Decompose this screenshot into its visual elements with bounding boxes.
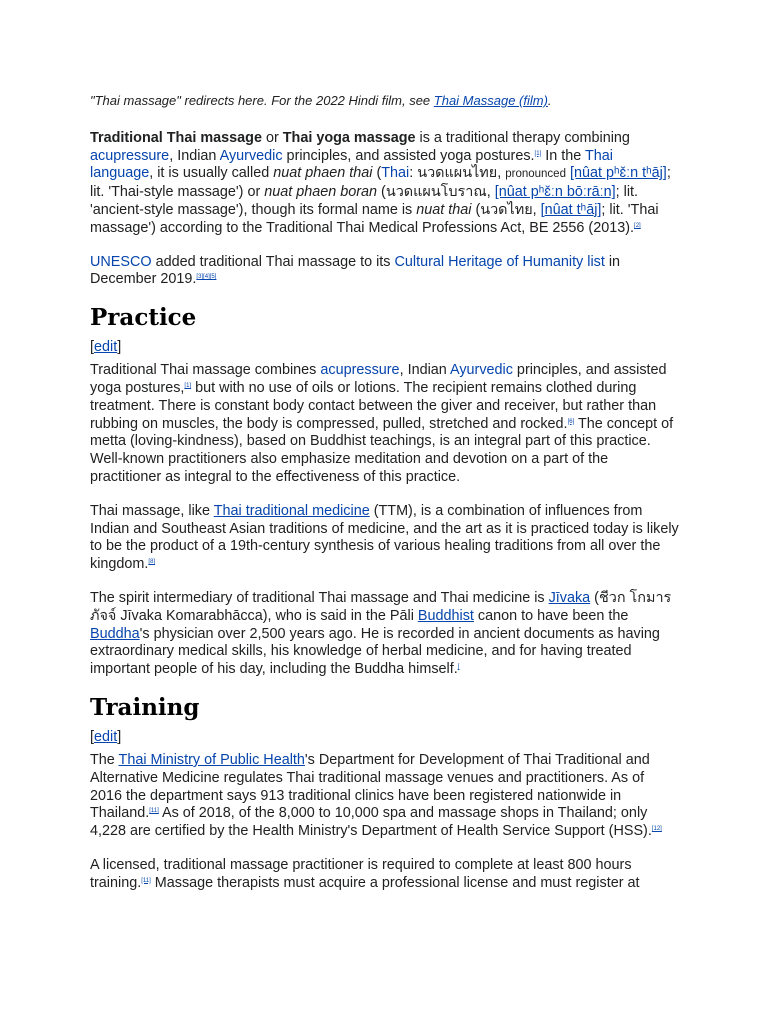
- practice-paragraph-1: [90, 362, 680, 487]
- link-thai[interactable]: Thai: [381, 165, 410, 182]
- intro-paragraph-2: [90, 254, 680, 290]
- reference-link[interactable]: [2]: [634, 222, 641, 229]
- edit-section-training: [90, 729, 680, 746]
- reference: [148, 559, 155, 565]
- link-thai-language[interactable]: Thai language: [90, 147, 613, 182]
- text: ,: [532, 201, 541, 218]
- text: 's physician over 2,500 years ago. He is recorded in ancient documents as having extraordinary medical skills, his knowledge of herbal medicine, and for having treated important people of his day, including the Buddha himself.: [90, 625, 660, 678]
- training-paragraph-2: [90, 857, 680, 893]
- reference-link[interactable]: [12]: [651, 826, 662, 833]
- bracket: [: [90, 728, 94, 745]
- edit-link[interactable]: edit: [94, 728, 118, 745]
- bracket: [: [90, 339, 94, 356]
- text: In the: [541, 147, 585, 164]
- ipa-link[interactable]: [nûat pʰɛ̌ːn bōːrāːn]: [494, 184, 616, 201]
- text: Traditional Thai massage combines: [90, 362, 321, 379]
- reference: [149, 808, 159, 814]
- thai-script: นวดไทย: [480, 201, 533, 218]
- ipa-link[interactable]: [nûat tʰāj]: [540, 201, 602, 218]
- text: (: [471, 201, 481, 218]
- intro-paragraph-1: [90, 130, 680, 238]
- text: (: [377, 184, 386, 201]
- reference: [458, 664, 460, 670]
- link-acupressure[interactable]: acupressure: [90, 147, 170, 164]
- text: principles, and assisted yoga postures,: [90, 362, 667, 396]
- link-unesco[interactable]: UNESCO: [90, 253, 152, 270]
- reference-link[interactable]: [8]: [148, 559, 156, 566]
- italic-term: nuat phaen boran: [264, 184, 378, 201]
- hatnote-text: "Thai massage" redirects here. For the 2022 Hindi film, see: [90, 93, 434, 108]
- text: , it is usually called: [149, 165, 274, 182]
- bold-term-2: Thai yoga massage: [282, 129, 416, 146]
- text: principles, and assisted yoga postures.: [282, 147, 535, 164]
- text: 's Department for Development of Thai Traditional and Alternative Medicine regulates Thai traditional massage venues and practitioners. As of 2016 the department says 913 traditional clinics have been registered nationwide in Thailand.: [90, 751, 650, 822]
- practice-paragraph-3: [90, 590, 680, 679]
- reference: [652, 826, 662, 832]
- text: (: [372, 165, 382, 182]
- link-jivaka[interactable]: Jīvaka: [548, 589, 591, 606]
- text: , Indian: [399, 362, 450, 379]
- text: Massage therapists must acquire a professional license and must register at: [150, 874, 640, 891]
- link-thai-ministry-of-public-health[interactable]: Thai Ministry of Public Health: [118, 751, 305, 768]
- pronounced-label: pronounced: [505, 168, 566, 181]
- text: ,: [486, 184, 495, 201]
- bracket: ]: [117, 339, 122, 356]
- article-body: [90, 92, 680, 909]
- reference-link[interactable]: [: [457, 664, 460, 671]
- reference-link[interactable]: [3][4][5]: [196, 274, 217, 281]
- link-ayurvedic[interactable]: Ayurvedic: [219, 147, 283, 164]
- bracket: ]: [117, 728, 122, 745]
- reference: [634, 223, 641, 229]
- link-ayurvedic[interactable]: Ayurvedic: [450, 362, 513, 379]
- reference-link[interactable]: [6]: [567, 418, 575, 425]
- edit-section-practice: [90, 339, 680, 356]
- text: A licensed, traditional massage practitioner is required to complete at least 800 hours training.: [90, 856, 632, 891]
- link-thai-traditional-medicine[interactable]: Thai traditional medicine: [213, 502, 370, 519]
- text: The spirit intermediary of traditional Thai massage and Thai medicine is: [90, 589, 549, 606]
- link-buddha[interactable]: Buddha: [90, 625, 140, 642]
- link-cultural-heritage-list[interactable]: Cultural Heritage of Humanity list: [394, 253, 605, 270]
- hatnote-link-thai-massage-film[interactable]: Thai Massage (film): [433, 93, 548, 108]
- text: canon to have been the: [473, 607, 629, 624]
- text: :: [409, 165, 418, 182]
- link-buddhist[interactable]: Buddhist: [417, 607, 474, 624]
- text: Jīvaka Komarabhācca), who is said in the Pāli: [116, 607, 418, 624]
- thai-script: นวดแผนโบราณ: [385, 184, 487, 201]
- text: The concept of metta (loving-kindness), based on Buddhist teachings, is an integral part of this practice. Well-known practitioners also emphasize meditation and devotion on a part of the practitioner as integral to the effectiveness of this practice.: [90, 415, 674, 485]
- section-heading-training: Training: [90, 693, 200, 721]
- edit-link[interactable]: edit: [94, 339, 118, 356]
- text: ; lit. 'Thai massage') according to the Traditional Thai Medical Professions Act, BE 2556 (2013).: [90, 201, 659, 236]
- hatnote-end: .: [547, 93, 552, 108]
- text: but with no use of oils or lotions. The recipient remains clothed during treatment. There is constant body contact between the giver and receiver, but rather than rubbing on muscles, the body is compressed, pulled, stretched and rocked.: [90, 379, 657, 432]
- text: ; lit. 'ancient-style massage'), though its formal name is: [90, 184, 639, 218]
- text: or: [261, 129, 283, 146]
- reference: [196, 274, 216, 280]
- section-heading-practice: Practice: [90, 304, 197, 332]
- text: Thai massage, like: [90, 502, 214, 519]
- reference-link[interactable]: [1]: [184, 382, 192, 389]
- text: ,: [497, 165, 506, 182]
- reference-link[interactable]: [11]: [141, 877, 151, 884]
- thai-script: ชีวก โกมารภัจจ์: [90, 589, 672, 624]
- text: , Indian: [169, 147, 220, 164]
- text: in December 2019.: [90, 253, 621, 288]
- text: (TTM), is a combination of influences from Indian and Southeast Asian traditions of medicine, and the art as it is practiced today is likely to be the product of a 19th-century synthesis of various healing traditions from all over the kingdom.: [90, 502, 679, 573]
- training-paragraph-1: [90, 752, 680, 841]
- thai-script: นวดแผนไทย: [417, 165, 498, 182]
- practice-paragraph-2: [90, 503, 680, 574]
- reference-link[interactable]: [11]: [149, 808, 159, 815]
- text: added traditional Thai massage to its: [151, 253, 395, 270]
- reference: [141, 878, 151, 884]
- link-acupressure[interactable]: acupressure: [320, 362, 400, 379]
- text: is a traditional therapy combining: [415, 129, 630, 146]
- italic-term: nuat thai: [416, 201, 472, 218]
- bold-term-1: Traditional Thai massage: [90, 129, 262, 146]
- ipa-link[interactable]: [nûat pʰɛ̌ːn tʰāj]: [569, 165, 667, 182]
- reference-link[interactable]: [1]: [534, 150, 542, 157]
- italic-term: nuat phaen thai: [273, 165, 373, 182]
- text: (: [590, 589, 599, 606]
- hatnote: [90, 92, 680, 110]
- text: The: [90, 751, 119, 768]
- text: As of 2018, of the 8,000 to 10,000 spa and massage shops in Thailand; only 4,228 are certified by the Health Ministry's Department of Health Service Support (HSS).: [90, 805, 652, 840]
- text: ; lit. 'Thai-style massage') or: [90, 165, 671, 201]
